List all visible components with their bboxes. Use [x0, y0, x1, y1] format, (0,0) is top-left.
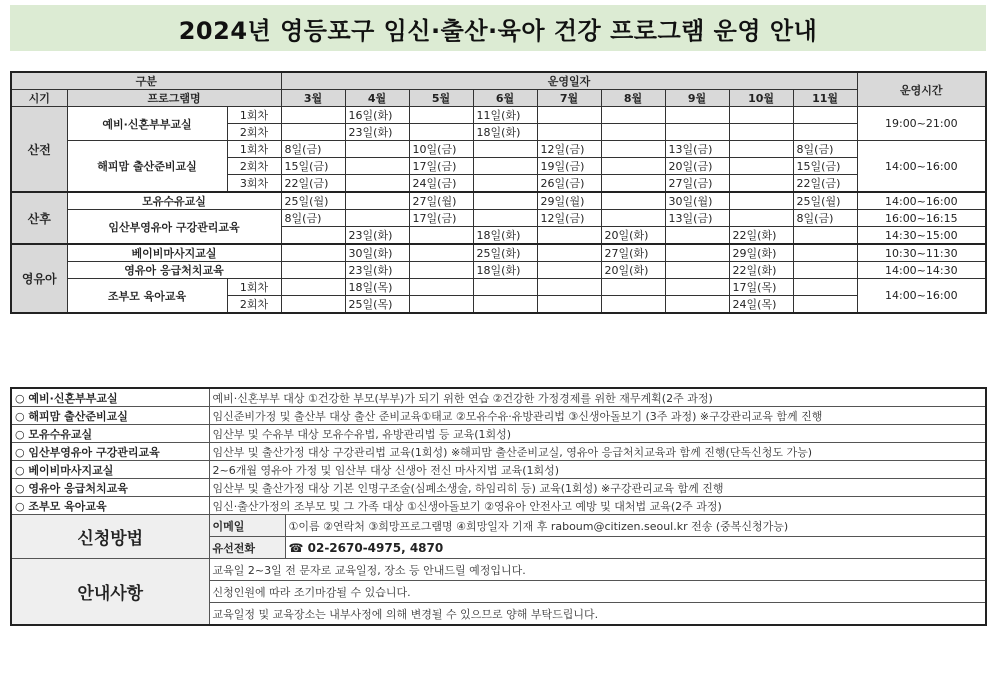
month-header: 7월	[537, 90, 601, 107]
date-cell	[793, 296, 857, 314]
period-cell: 산후	[11, 192, 67, 244]
schedule-table	[10, 71, 987, 314]
date-cell	[665, 124, 729, 141]
schedule-row	[11, 192, 986, 210]
date-cell	[601, 141, 665, 158]
notice-line: 교육일 2~3일 전 문자로 교육일정, 장소 등 안내드릴 예정입니다.	[209, 559, 986, 581]
date-cell: 8일(금)	[281, 210, 345, 227]
date-cell	[281, 244, 345, 262]
date-cell: 29일(화)	[729, 244, 793, 262]
date-cell: 18일(화)	[473, 262, 537, 279]
round-cell: 2회차	[227, 158, 281, 175]
date-cell	[793, 124, 857, 141]
program-info-name: ○ 모유수유교실	[11, 425, 209, 443]
period-cell: 영유아	[11, 244, 67, 313]
date-cell	[281, 227, 345, 245]
date-cell: 13일(금)	[665, 210, 729, 227]
date-cell	[729, 192, 793, 210]
month-header: 9월	[665, 90, 729, 107]
date-cell: 15일(금)	[793, 158, 857, 175]
date-cell	[601, 175, 665, 193]
schedule-row	[11, 262, 986, 279]
title-banner	[10, 5, 986, 51]
program-info-name: ○ 해피맘 출산준비교실	[11, 407, 209, 425]
date-cell	[537, 296, 601, 314]
date-cell: 24일(금)	[409, 175, 473, 193]
date-cell: 10일(금)	[409, 141, 473, 158]
date-cell	[345, 192, 409, 210]
time-cell: 14:00~14:30	[857, 262, 986, 279]
date-cell: 18일(화)	[473, 227, 537, 245]
date-cell: 25일(화)	[473, 244, 537, 262]
program-info-name: ○ 임산부영유아 구강관리교육	[11, 443, 209, 461]
program-info-name: ○ 조부모 육아교육	[11, 497, 209, 515]
time-cell: 10:30~11:30	[857, 244, 986, 262]
date-cell: 13일(금)	[665, 141, 729, 158]
date-cell: 17일(목)	[729, 279, 793, 296]
program-info-desc: 임산부 및 출산가정 대상 구강관리법 교육(1회성) ※해피맘 출산준비교실, 영유아 응급처치교육과 함께 진행(단독신청도 가능)	[209, 443, 986, 461]
notice-line: 교육일정 및 교육장소는 내부사정에 의해 변경될 수 있으므로 양해 부탁드립니다.	[209, 603, 986, 626]
month-header: 8월	[601, 90, 665, 107]
date-cell: 20일(화)	[601, 227, 665, 245]
date-cell: 25일(월)	[793, 192, 857, 210]
date-cell: 12일(금)	[537, 141, 601, 158]
category-header: 구분	[11, 72, 281, 90]
schedule-body	[11, 107, 986, 314]
phone-number: ☎ 02-2670-4975, 4870	[285, 537, 986, 559]
date-cell: 30일(월)	[665, 192, 729, 210]
round-cell: 1회차	[227, 141, 281, 158]
date-cell	[345, 158, 409, 175]
time-cell: 14:00~16:00	[857, 192, 986, 210]
date-cell	[409, 244, 473, 262]
program-info-desc: 임산부 및 출산가정 대상 기본 인명구조술(심폐소생술, 하임리히 등) 교육(1회성) ※구강관리교육 함께 진행	[209, 479, 986, 497]
dates-header: 운영일자	[281, 72, 857, 90]
month-header: 10월	[729, 90, 793, 107]
time-cell: 19:00~21:00	[857, 107, 986, 141]
page-title: 2024년 영등포구 임신·출산·육아 건강 프로그램 운영 안내	[178, 16, 818, 45]
date-cell	[601, 107, 665, 124]
program-info-desc: 예비·신혼부부 대상 ①건강한 부모(부부)가 되기 위한 연습 ②건강한 가정경제를 위한 재무계획(2주 과정)	[209, 388, 986, 407]
date-cell: 17일(금)	[409, 158, 473, 175]
date-cell	[665, 107, 729, 124]
date-cell	[409, 227, 473, 245]
date-cell: 27일(화)	[601, 244, 665, 262]
date-cell	[729, 124, 793, 141]
date-cell	[281, 107, 345, 124]
time-cell: 14:00~16:00	[857, 279, 986, 314]
date-cell: 22일(금)	[281, 175, 345, 193]
month-header: 5월	[409, 90, 473, 107]
date-cell	[601, 158, 665, 175]
date-cell: 22일(금)	[793, 175, 857, 193]
date-cell	[345, 175, 409, 193]
date-cell	[793, 279, 857, 296]
date-cell: 25일(목)	[345, 296, 409, 314]
program-name-cell: 해피맘 출산준비교실	[67, 141, 227, 193]
date-cell: 16일(화)	[345, 107, 409, 124]
date-cell	[473, 210, 537, 227]
date-cell: 8일(금)	[793, 141, 857, 158]
date-cell	[601, 279, 665, 296]
date-cell: 18일(화)	[473, 124, 537, 141]
date-cell	[537, 107, 601, 124]
date-cell	[601, 124, 665, 141]
date-cell: 27일(금)	[665, 175, 729, 193]
date-cell: 26일(금)	[537, 175, 601, 193]
date-cell	[537, 124, 601, 141]
date-cell: 12일(금)	[537, 210, 601, 227]
date-cell: 8일(금)	[281, 141, 345, 158]
date-cell	[537, 227, 601, 245]
schedule-row	[11, 210, 986, 227]
schedule-row	[11, 279, 986, 296]
date-cell: 22일(화)	[729, 227, 793, 245]
program-info-name: ○ 베이비마사지교실	[11, 461, 209, 479]
month-header: 11월	[793, 90, 857, 107]
date-cell: 23일(화)	[345, 227, 409, 245]
month-header: 6월	[473, 90, 537, 107]
date-cell	[345, 210, 409, 227]
date-cell: 17일(금)	[409, 210, 473, 227]
date-cell	[729, 175, 793, 193]
date-cell	[281, 124, 345, 141]
date-cell	[793, 107, 857, 124]
date-cell	[409, 124, 473, 141]
date-cell	[793, 227, 857, 245]
date-cell	[281, 296, 345, 314]
apply-title: 신청방법	[11, 515, 209, 559]
phone-label: 유선전화	[209, 537, 285, 559]
time-cell: 14:30~15:00	[857, 227, 986, 245]
date-cell	[665, 262, 729, 279]
round-cell: 1회차	[227, 279, 281, 296]
program-info-desc: 임신·출산가정의 조부모 및 그 가족 대상 ①신생아돌보기 ②영유아 안전사고 예방 및 대처법 교육(2주 과정)	[209, 497, 986, 515]
program-info-name: ○ 예비·신혼부부교실	[11, 388, 209, 407]
program-info-name: ○ 영유아 응급처치교육	[11, 479, 209, 497]
schedule-row	[11, 141, 986, 158]
date-cell	[729, 210, 793, 227]
date-cell	[409, 262, 473, 279]
program-info-desc: 임산부 및 수유부 대상 모유수유법, 유방관리법 등 교육(1회성)	[209, 425, 986, 443]
program-name-cell: 영유아 응급처치교육	[67, 262, 281, 279]
date-cell	[601, 210, 665, 227]
date-cell: 25일(월)	[281, 192, 345, 210]
date-cell	[537, 279, 601, 296]
schedule-row	[11, 107, 986, 124]
date-cell	[665, 227, 729, 245]
date-cell: 23일(화)	[345, 124, 409, 141]
date-cell	[409, 107, 473, 124]
date-cell: 27일(월)	[409, 192, 473, 210]
round-cell: 3회차	[227, 175, 281, 193]
date-cell	[537, 244, 601, 262]
date-cell	[793, 244, 857, 262]
date-cell	[473, 158, 537, 175]
date-cell	[601, 192, 665, 210]
date-cell	[537, 262, 601, 279]
email-label: 이메일	[209, 515, 285, 537]
date-cell	[281, 262, 345, 279]
info-table	[10, 387, 987, 626]
month-header: 3월	[281, 90, 345, 107]
notice-line: 신청인원에 따라 조기마감될 수 있습니다.	[209, 581, 986, 603]
program-name-cell: 조부모 육아교육	[67, 279, 227, 314]
email-instructions: ①이름 ②연락처 ③희망프로그램명 ④희망일자 기재 후 raboum@citizen.seoul.kr 전송 (중복신청가능)	[285, 515, 986, 537]
date-cell	[473, 192, 537, 210]
time-cell: 16:00~16:15	[857, 210, 986, 227]
round-cell: 1회차	[227, 107, 281, 124]
date-cell	[601, 296, 665, 314]
time-cell: 14:00~16:00	[857, 141, 986, 193]
date-cell	[793, 262, 857, 279]
program-info-desc: 2~6개월 영유아 가정 및 임산부 대상 신생아 전신 마사지법 교육(1회성)	[209, 461, 986, 479]
program-name-cell: 모유수유교실	[67, 192, 281, 210]
date-cell	[729, 158, 793, 175]
schedule-row	[11, 244, 986, 262]
date-cell	[281, 279, 345, 296]
date-cell	[665, 296, 729, 314]
month-header: 4월	[345, 90, 409, 107]
date-cell	[473, 141, 537, 158]
date-cell	[729, 141, 793, 158]
date-cell: 8일(금)	[793, 210, 857, 227]
date-cell: 22일(화)	[729, 262, 793, 279]
round-cell: 2회차	[227, 296, 281, 314]
date-cell: 20일(금)	[665, 158, 729, 175]
date-cell: 19일(금)	[537, 158, 601, 175]
date-cell: 15일(금)	[281, 158, 345, 175]
date-cell	[473, 175, 537, 193]
date-cell: 18일(목)	[345, 279, 409, 296]
program-name-cell: 예비·신혼부부교실	[67, 107, 227, 141]
date-cell	[665, 279, 729, 296]
date-cell	[409, 296, 473, 314]
date-cell	[665, 244, 729, 262]
date-cell: 29일(월)	[537, 192, 601, 210]
date-cell: 30일(화)	[345, 244, 409, 262]
time-header: 운영시간	[857, 72, 986, 107]
date-cell	[473, 296, 537, 314]
date-cell	[729, 107, 793, 124]
date-cell: 20일(화)	[601, 262, 665, 279]
date-cell	[473, 279, 537, 296]
date-cell: 23일(화)	[345, 262, 409, 279]
period-header: 시기	[11, 90, 67, 107]
date-cell: 11일(화)	[473, 107, 537, 124]
round-cell: 2회차	[227, 124, 281, 141]
program-info-desc: 임신준비가정 및 출산부 대상 출산 준비교육①태교 ②모유수유·유방관리법 ③신생아돌보기 (3주 과정) ※구강관리교육 함께 진행	[209, 407, 986, 425]
program-header: 프로그램명	[67, 90, 281, 107]
date-cell	[409, 279, 473, 296]
period-cell: 산전	[11, 107, 67, 193]
date-cell	[345, 141, 409, 158]
program-name-cell: 베이비마사지교실	[67, 244, 281, 262]
program-name-cell: 임산부영유아 구강관리교육	[67, 210, 281, 245]
notice-title: 안내사항	[11, 559, 209, 626]
date-cell: 24일(목)	[729, 296, 793, 314]
